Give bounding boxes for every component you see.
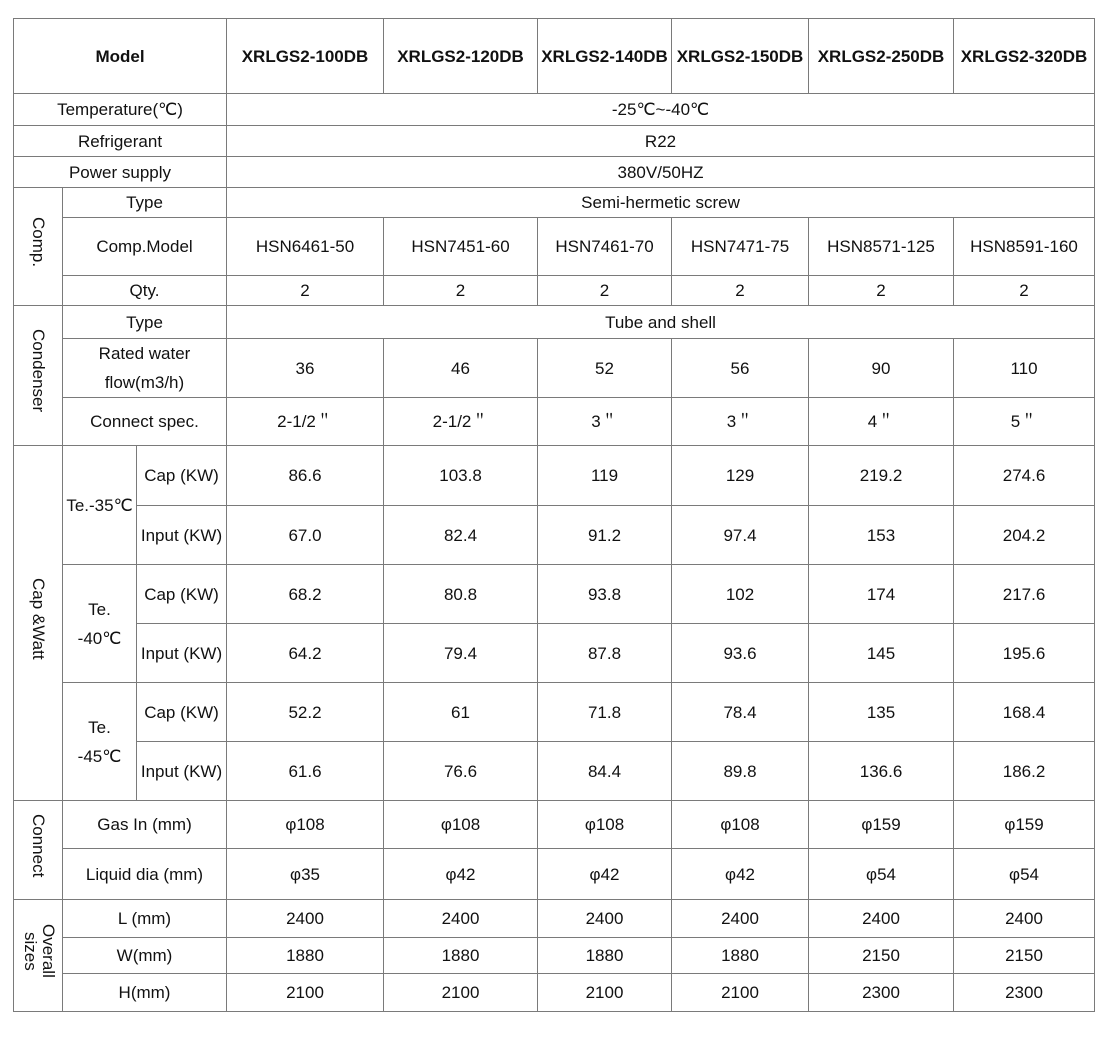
sizes-group-cell — [14, 900, 63, 1012]
input-value: 64.2 — [227, 624, 384, 683]
cap-value: 168.4 — [954, 683, 1095, 742]
cap-value: 103.8 — [384, 446, 538, 506]
condenser-connect-row — [14, 398, 1095, 446]
condenser-flow: 36 — [227, 339, 384, 398]
refrigerant-value: R22 — [227, 126, 1095, 157]
te-block-label: Te. -45℃ — [63, 683, 137, 801]
cap-label: Cap (KW) — [137, 446, 227, 506]
comp-model: HSN7471-75 — [672, 218, 809, 276]
condenser-connect: 3＂ — [538, 398, 672, 446]
cap-value: 102 — [672, 565, 809, 624]
height-value: 2100 — [384, 974, 538, 1012]
length-value: 2400 — [384, 900, 538, 938]
length-value: 2400 — [538, 900, 672, 938]
input-value: 145 — [809, 624, 954, 683]
input-value: 136.6 — [809, 742, 954, 801]
input-value: 87.8 — [538, 624, 672, 683]
cap-row — [14, 446, 1095, 506]
comp-group-label: Comp. — [29, 216, 48, 268]
cap-value: 219.2 — [809, 446, 954, 506]
length-value: 2400 — [227, 900, 384, 938]
condenser-group-label: Condenser — [29, 329, 48, 413]
cap-value: 78.4 — [672, 683, 809, 742]
liquid-dia-value: φ42 — [538, 849, 672, 900]
condenser-connect: 2-1/2＂ — [227, 398, 384, 446]
condenser-flow: 90 — [809, 339, 954, 398]
input-row — [14, 506, 1095, 565]
height-value: 2300 — [954, 974, 1095, 1012]
model-name: XRLGS2-320DB — [954, 19, 1095, 94]
condenser-connect-label: Connect spec. — [63, 398, 227, 446]
comp-qty: 2 — [384, 276, 538, 306]
liquid-dia-value: φ35 — [227, 849, 384, 900]
comp-qty-row — [14, 276, 1095, 306]
comp-model: HSN8571-125 — [809, 218, 954, 276]
length-label: L (mm) — [63, 900, 227, 938]
input-value: 82.4 — [384, 506, 538, 565]
model-name: XRLGS2-250DB — [809, 19, 954, 94]
model-name: XRLGS2-120DB — [384, 19, 538, 94]
model-header: Model — [14, 19, 227, 94]
input-value: 89.8 — [672, 742, 809, 801]
cap-value: 80.8 — [384, 565, 538, 624]
input-value: 97.4 — [672, 506, 809, 565]
condenser-flow-label: Rated water flow(m3/h) — [63, 339, 227, 398]
power-supply-value: 380V/50HZ — [227, 157, 1095, 188]
input-label: Input (KW) — [137, 506, 227, 565]
input-label: Input (KW) — [137, 624, 227, 683]
input-value: 79.4 — [384, 624, 538, 683]
condenser-flow: 110 — [954, 339, 1095, 398]
comp-type-value: Semi-hermetic screw — [227, 188, 1095, 218]
temperature-row — [14, 94, 1095, 126]
spec-table — [13, 18, 1095, 1012]
cap-value: 93.8 — [538, 565, 672, 624]
comp-model: HSN8591-160 — [954, 218, 1095, 276]
width-value: 2150 — [954, 938, 1095, 974]
model-name: XRLGS2-150DB — [672, 19, 809, 94]
comp-model-label: Comp.Model — [63, 218, 227, 276]
cap-value: 71.8 — [538, 683, 672, 742]
length-row — [14, 900, 1095, 938]
width-value: 1880 — [672, 938, 809, 974]
condenser-connect: 5＂ — [954, 398, 1095, 446]
input-value: 91.2 — [538, 506, 672, 565]
model-name: XRLGS2-100DB — [227, 19, 384, 94]
input-value: 67.0 — [227, 506, 384, 565]
height-label: H(mm) — [63, 974, 227, 1012]
input-value: 204.2 — [954, 506, 1095, 565]
comp-qty: 2 — [809, 276, 954, 306]
height-value: 2100 — [672, 974, 809, 1012]
height-value: 2100 — [227, 974, 384, 1012]
condenser-connect: 4＂ — [809, 398, 954, 446]
liquid-dia-value: φ54 — [954, 849, 1095, 900]
liquid-dia-label: Liquid dia (mm) — [63, 849, 227, 900]
cap-watt-group-label: Cap &Watt — [29, 577, 48, 660]
condenser-connect: 2-1/2＂ — [384, 398, 538, 446]
cap-value: 129 — [672, 446, 809, 506]
width-value: 1880 — [538, 938, 672, 974]
input-value: 153 — [809, 506, 954, 565]
input-value: 93.6 — [672, 624, 809, 683]
liquid-dia-value: φ54 — [809, 849, 954, 900]
gas-in-value: φ108 — [384, 801, 538, 849]
cap-value: 274.6 — [954, 446, 1095, 506]
gas-in-value: φ159 — [954, 801, 1095, 849]
condenser-type-label: Type — [63, 306, 227, 339]
gas-in-value: φ159 — [809, 801, 954, 849]
length-value: 2400 — [809, 900, 954, 938]
cap-value: 61 — [384, 683, 538, 742]
power-supply-label: Power supply — [14, 157, 227, 188]
comp-qty: 2 — [672, 276, 809, 306]
cap-row — [14, 683, 1095, 742]
height-value: 2300 — [809, 974, 954, 1012]
gas-in-value: φ108 — [538, 801, 672, 849]
gas-in-label: Gas In (mm) — [63, 801, 227, 849]
te-block-label: Te.-35℃ — [63, 446, 137, 565]
gas-in-value: φ108 — [227, 801, 384, 849]
height-row — [14, 974, 1095, 1012]
comp-model-row — [14, 218, 1095, 276]
input-value: 76.6 — [384, 742, 538, 801]
connect-group-cell — [14, 801, 63, 900]
condenser-type-value: Tube and shell — [227, 306, 1095, 339]
cap-value: 86.6 — [227, 446, 384, 506]
refrigerant-label: Refrigerant — [14, 126, 227, 157]
width-label: W(mm) — [63, 938, 227, 974]
condenser-flow-row — [14, 339, 1095, 398]
comp-model: HSN6461-50 — [227, 218, 384, 276]
comp-qty: 2 — [538, 276, 672, 306]
comp-type-label: Type — [63, 188, 227, 218]
condenser-flow: 52 — [538, 339, 672, 398]
comp-group-cell — [14, 188, 63, 306]
input-value: 61.6 — [227, 742, 384, 801]
width-value: 1880 — [227, 938, 384, 974]
liquid-dia-value: φ42 — [384, 849, 538, 900]
cap-value: 119 — [538, 446, 672, 506]
cap-watt-group-cell — [14, 446, 63, 801]
cap-value: 217.6 — [954, 565, 1095, 624]
power-supply-row — [14, 157, 1095, 188]
input-value: 186.2 — [954, 742, 1095, 801]
length-value: 2400 — [954, 900, 1095, 938]
cap-label: Cap (KW) — [137, 565, 227, 624]
width-row — [14, 938, 1095, 974]
sizes-group-label: Overall sizes — [21, 924, 58, 978]
connect-group-label: Connect — [29, 813, 48, 878]
condenser-connect: 3＂ — [672, 398, 809, 446]
length-value: 2400 — [672, 900, 809, 938]
input-label: Input (KW) — [137, 742, 227, 801]
cap-row — [14, 565, 1095, 624]
comp-model: HSN7451-60 — [384, 218, 538, 276]
comp-qty: 2 — [227, 276, 384, 306]
width-value: 2150 — [809, 938, 954, 974]
input-row — [14, 742, 1095, 801]
temperature-value: -25℃~-40℃ — [227, 94, 1095, 126]
refrigerant-row — [14, 126, 1095, 157]
input-value: 195.6 — [954, 624, 1095, 683]
temperature-label: Temperature(℃) — [14, 94, 227, 126]
height-value: 2100 — [538, 974, 672, 1012]
cap-value: 135 — [809, 683, 954, 742]
cap-label: Cap (KW) — [137, 683, 227, 742]
liquid-dia-row — [14, 849, 1095, 900]
te-block-label: Te. -40℃ — [63, 565, 137, 683]
comp-qty-label: Qty. — [63, 276, 227, 306]
gas-in-value: φ108 — [672, 801, 809, 849]
liquid-dia-value: φ42 — [672, 849, 809, 900]
condenser-type-row — [14, 306, 1095, 339]
input-value: 84.4 — [538, 742, 672, 801]
gas-in-row — [14, 801, 1095, 849]
cap-value: 52.2 — [227, 683, 384, 742]
cap-value: 68.2 — [227, 565, 384, 624]
comp-model: HSN7461-70 — [538, 218, 672, 276]
comp-type-row — [14, 188, 1095, 218]
condenser-flow: 46 — [384, 339, 538, 398]
input-row — [14, 624, 1095, 683]
comp-qty: 2 — [954, 276, 1095, 306]
header-row — [14, 19, 1095, 94]
condenser-group-cell — [14, 306, 63, 446]
cap-value: 174 — [809, 565, 954, 624]
condenser-flow: 56 — [672, 339, 809, 398]
model-name: XRLGS2-140DB — [538, 19, 672, 94]
width-value: 1880 — [384, 938, 538, 974]
